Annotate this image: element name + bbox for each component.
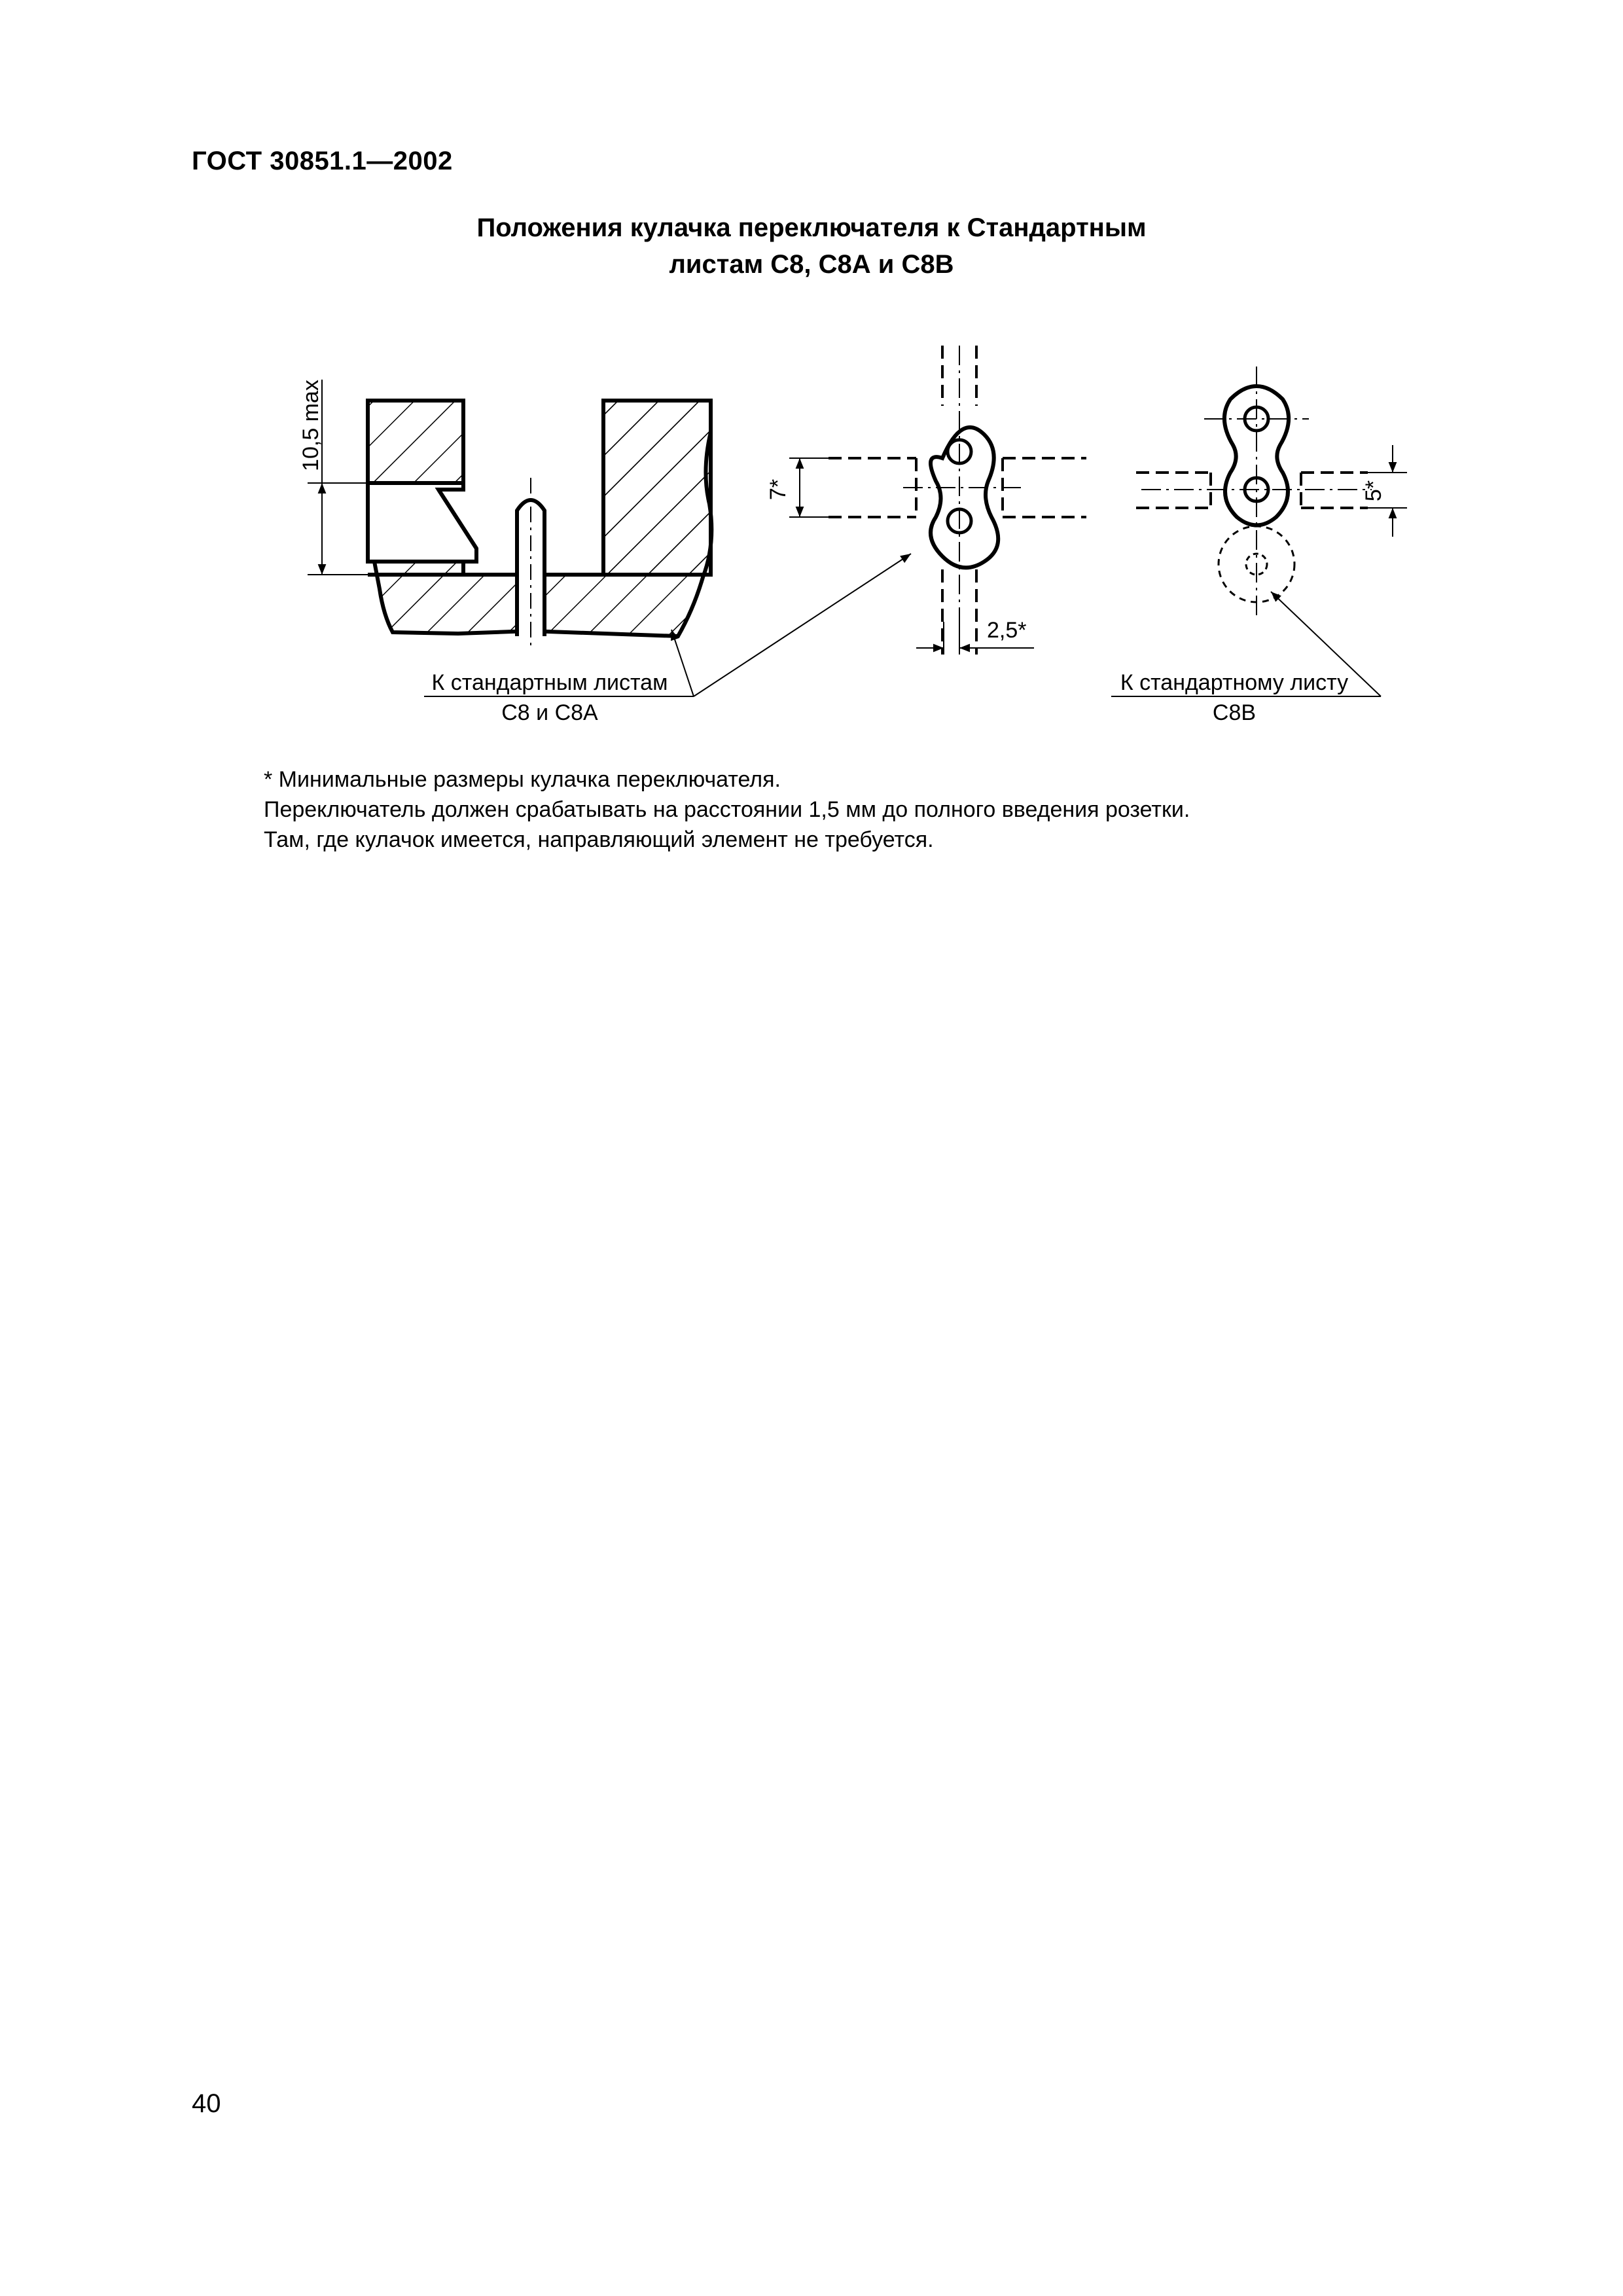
cam-outline-c8 bbox=[931, 427, 998, 567]
dim-two-five-label: 2,5* bbox=[987, 618, 1027, 643]
socket-section-view bbox=[368, 401, 711, 648]
document-header: ГОСТ 30851.1—2002 bbox=[192, 147, 453, 175]
label-right-line-2: С8В bbox=[1212, 700, 1257, 725]
upper-left-block bbox=[368, 401, 463, 483]
page-number: 40 bbox=[192, 2089, 221, 2118]
dim-five-label: 5* bbox=[1361, 480, 1386, 502]
cam-view-c8b bbox=[1136, 367, 1372, 615]
figure-title-line-1: Положения кулачка переключателя к Стандартным bbox=[476, 213, 1147, 242]
cam-view-c8 bbox=[829, 346, 1086, 655]
label-left-line-1: К стандартным листам bbox=[431, 670, 668, 695]
dim-seven bbox=[789, 458, 829, 517]
dim-height-label: 10,5 max bbox=[298, 380, 323, 471]
label-left-line-2: С8 и С8А bbox=[501, 700, 598, 725]
figure-notes bbox=[264, 764, 1190, 855]
upper-right-block bbox=[603, 401, 711, 575]
note-line-1: * Минимальные размеры кулачка переключателя. bbox=[264, 767, 781, 792]
note-line-2: Переключатель должен срабатывать на расстоянии 1,5 мм до полного введения розетки. bbox=[264, 797, 1190, 822]
technical-drawing bbox=[0, 0, 1623, 785]
note-line-3: Там, где кулачок имеется, направляющий элемент не требуется. bbox=[264, 827, 934, 852]
label-right-line-1: К стандартному листу bbox=[1120, 670, 1349, 695]
figure-title-line-2: листам С8, С8А и С8В bbox=[669, 250, 954, 279]
dim-seven-label: 7* bbox=[766, 478, 791, 501]
